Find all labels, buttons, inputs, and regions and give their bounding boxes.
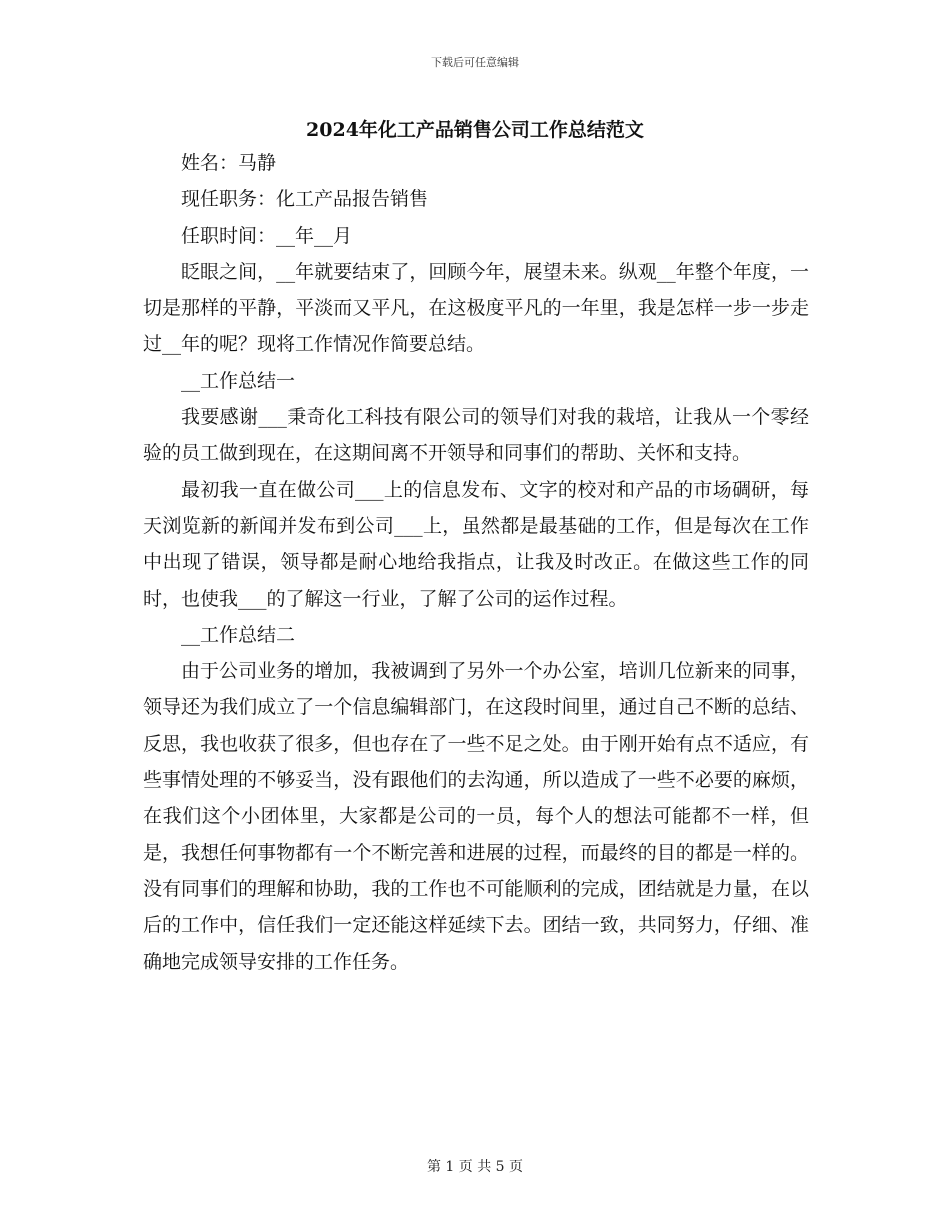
paragraph-thanks: 我要感谢___秉奇化工科技有限公司的领导们对我的栽培，让我从一个零经验的员工做到现在，在这期间离不开领导和同事们的帮助、关怀和支持。 <box>143 406 809 465</box>
intro-paragraph: 眨眼之间，__年就要结束了，回顾今年，展望未来。纵观__年整个年度，一切是那样的平静，平淡而又平凡，在这极度平凡的一年里，我是怎样一步一步走过__年的呢？现将工作情况作简要总结。 <box>143 260 809 356</box>
document-title: 2024年化工产品销售公司工作总结范文 <box>306 119 644 141</box>
section-heading-two: __工作总结二 <box>181 623 296 646</box>
page-header-note: 下载后可任意编辑 <box>431 56 519 69</box>
position-line: 现任职务：化工产品报告销售 <box>181 188 429 211</box>
name-line: 姓名：马静 <box>181 152 277 174</box>
page-number: 第 1 页 共 5 页 <box>426 1159 524 1175</box>
paragraph-early-work: 最初我一直在做公司___上的信息发布、文字的校对和产品的市场碉研，每天浏览新的新闻并发布到公司___上，虽然都是最基础的工作，但是每次在工作中出现了错误，领导都是耐心地给我指点，让我及时改正。在做这些工作的同时，也使我___的了解这一行业，了解了公司的运作过程。 <box>143 478 809 610</box>
section-heading-one: __工作总结一 <box>181 369 296 392</box>
tenure-line: 任职时间：__年__月 <box>181 224 353 247</box>
paragraph-team: 由于公司业务的增加，我被调到了另外一个办公室，培训几位新来的同事，领导还为我们成立了一个信息编辑部门，在这段时间里，通过自己不断的总结、反思，我也收获了很多，但也存在了一些不足之处。由于刚开始有点不适应，有些事情处理的不够妥当，没有跟他们的去沟通，所以造成了一些不必要的麻烦，在我们这个小团体里，大家都是公司的一员，每个人的想法可能都不一样，但是，我想任何事物都有一个不断完善和进展的过程，而最终的目的都是一样的。没有同事们的理解和协助，我的工作也不可能顺利的完成，团结就是力量，在以后的工作中，信任我们一定还能这样延续下去。团结一致，共同努力，仔细、准确地完成领导安排的工作任务。 <box>143 660 809 973</box>
document-body <box>143 145 809 980</box>
